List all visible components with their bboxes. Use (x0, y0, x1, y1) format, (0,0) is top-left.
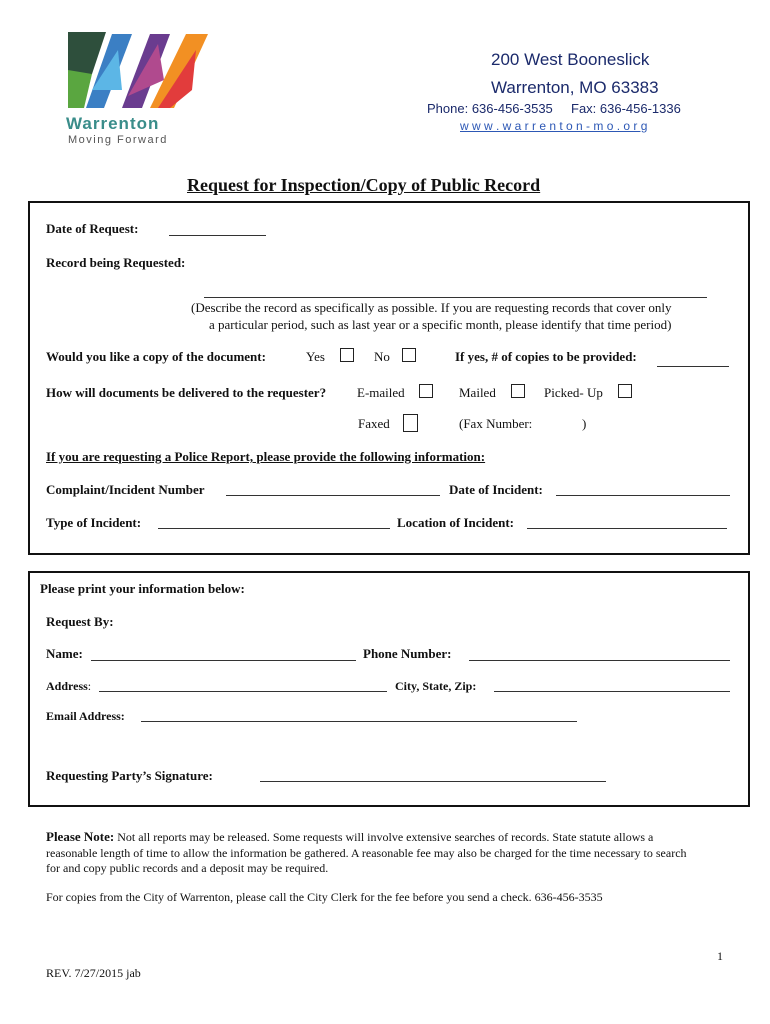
page-number: 1 (717, 949, 723, 963)
phone-number-field[interactable] (469, 660, 730, 661)
please-note-label: Please Note: (46, 829, 115, 844)
city-logo (62, 30, 212, 148)
copies-fee-info: For copies from the City of Warrenton, please call the City Clerk for the fee before you send a check. 636-456-3535 (46, 890, 603, 904)
type-of-incident-label: Type of Incident: (46, 515, 142, 530)
picked-up-checkbox[interactable] (618, 384, 632, 398)
emailed-checkbox[interactable] (419, 384, 433, 398)
contact-street: 200 West Booneslick (491, 50, 650, 69)
note-text-3: for and copy public records and a deposit may be required. (46, 861, 329, 875)
email-label: Email Address: (46, 709, 125, 723)
picked-up-label: Picked- Up (544, 385, 603, 400)
please-note-paragraph (46, 829, 736, 877)
city-state-zip-label: City, State, Zip: (395, 679, 477, 693)
no-checkbox[interactable] (402, 348, 416, 362)
copies-count-field[interactable] (657, 366, 729, 367)
mailed-label: Mailed (459, 385, 496, 400)
no-label: No (374, 349, 390, 364)
copy-question: Would you like a copy of the document: (46, 349, 266, 364)
address-label (46, 679, 91, 694)
contact-phone: Phone: 636-456-3535 (427, 101, 553, 116)
police-report-heading: If you are requesting a Police Report, please provide the following information: (46, 449, 486, 464)
date-of-incident-label: Date of Incident: (449, 482, 543, 497)
date-of-incident-field[interactable] (556, 495, 730, 496)
complaint-number-label: Complaint/Incident Number (46, 482, 205, 497)
contact-fax: Fax: 636-456-1336 (571, 101, 681, 116)
faxed-checkbox[interactable] (403, 414, 418, 432)
print-info-label: Please print your information below: (40, 581, 245, 596)
contact-website[interactable]: w w w . w a r r e n t o n - m o . o r g (460, 119, 648, 133)
revision-label: REV. 7/27/2015 jab (46, 966, 141, 980)
emailed-label: E-mailed (357, 385, 405, 400)
date-of-request-field[interactable] (169, 235, 266, 236)
address-label-colon: : (87, 679, 92, 693)
name-label: Name: (46, 646, 83, 661)
signature-field[interactable] (260, 781, 606, 782)
note-text-1: Not all reports may be released. Some requests will involve extensive searches of records. State statute allows a (114, 830, 654, 844)
date-of-request-label: Date of Request: (46, 221, 139, 236)
location-of-incident-label: Location of Incident: (397, 515, 514, 530)
note-text-2: reasonable length of time to allow the information be gathered. A reasonable fee may also be charged for the time necessary to search (46, 845, 687, 860)
warrenton-w-mark-icon (62, 30, 212, 114)
address-label-text: Address (46, 679, 88, 693)
request-by-label: Request By: (46, 614, 114, 629)
describe-instruction-1: (Describe the record as specifically as possible. If you are requesting records that cover only (191, 300, 672, 315)
yes-label: Yes (306, 349, 325, 364)
logo-tagline: Moving Forward (68, 134, 168, 146)
logo-name: Warrenton (66, 114, 160, 133)
record-requested-field[interactable] (204, 297, 707, 298)
copies-question: If yes, # of copies to be provided: (455, 349, 637, 364)
city-state-zip-field[interactable] (494, 691, 730, 692)
faxed-label: Faxed (358, 416, 390, 431)
fax-number-label: (Fax Number: (459, 416, 533, 431)
complaint-number-field[interactable] (226, 495, 440, 496)
delivery-question: How will documents be delivered to the requester? (46, 385, 327, 400)
page-title: Request for Inspection/Copy of Public Record (187, 175, 541, 195)
yes-checkbox[interactable] (340, 348, 354, 362)
fax-number-close: ) (582, 416, 587, 431)
type-of-incident-field[interactable] (158, 528, 390, 529)
record-requested-label: Record being Requested: (46, 255, 186, 270)
name-field[interactable] (91, 660, 356, 661)
address-field[interactable] (99, 691, 387, 692)
describe-instruction-2: a particular period, such as last year or a specific month, please identify that time period) (209, 317, 672, 332)
email-field[interactable] (141, 721, 577, 722)
phone-number-label: Phone Number: (363, 646, 452, 661)
mailed-checkbox[interactable] (511, 384, 525, 398)
location-of-incident-field[interactable] (527, 528, 727, 529)
contact-city: Warrenton, MO 63383 (491, 78, 659, 97)
signature-label: Requesting Party’s Signature: (46, 768, 213, 783)
